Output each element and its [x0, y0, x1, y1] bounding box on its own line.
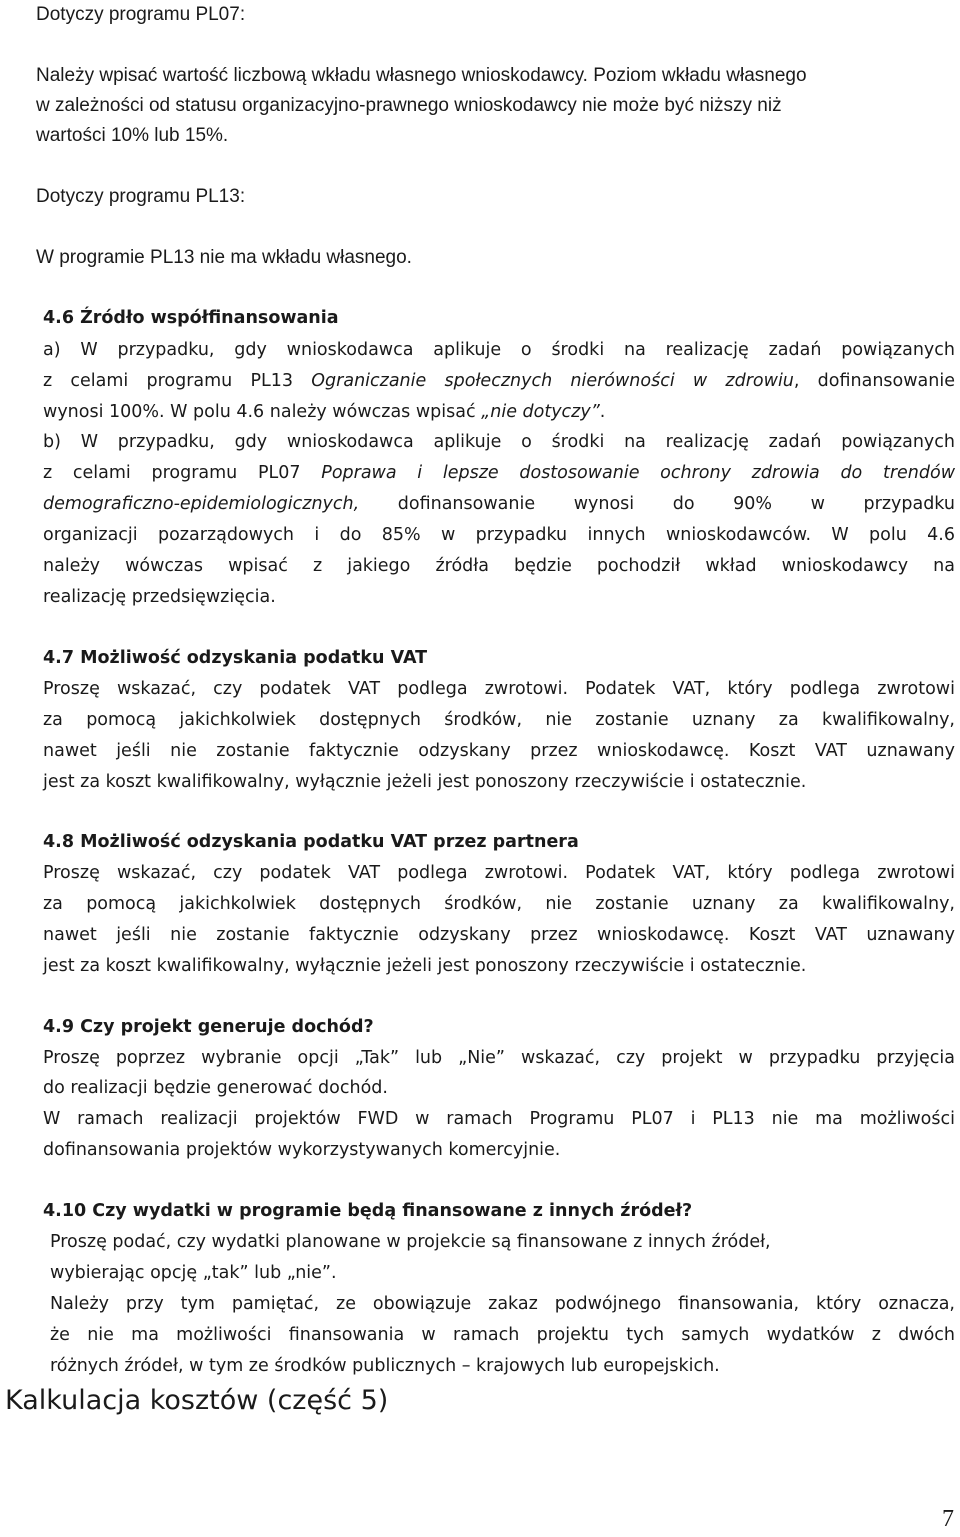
- section-4-8-heading: 4.8 Możliwość odzyskania podatku VAT przez partnera: [43, 832, 579, 852]
- s410-line-4: że nie ma możliwości finansowania w ramach projektu tych samych wydatków z dwóch: [50, 1325, 955, 1345]
- pl07-line-1: Należy wpisać wartość liczbową wkładu własnego wnioskodawcy. Poziom wkładu własnego: [36, 65, 807, 86]
- s410-line-3: Należy przy tym pamiętać, ze obowiązuje zakaz podwójnego finansowania, który oznacza,: [50, 1294, 955, 1314]
- s48-line-3: nawet jeśli nie zostanie faktycznie odzyskany przez wnioskodawcę. Koszt VAT uznawany: [43, 925, 955, 945]
- s46-a-line-1: a) W przypadku, gdy wnioskodawca aplikuje o środki na realizację zadań powiązanych: [43, 340, 955, 360]
- s46-a-line-2: z celami programu PL13 Ograniczanie społecznych nierówności w zdrowiu, dofinansowanie: [43, 371, 956, 391]
- section-4-6-heading: 4.6 Źródło współfinansowania: [43, 308, 339, 328]
- s49-line-4: dofinansowania projektów wykorzystywanych komercyjnie.: [43, 1140, 561, 1160]
- s410-line-2: wybierając opcję „tak” lub „nie”.: [50, 1263, 337, 1283]
- s48-line-2: za pomocą jakichkolwiek dostępnych środków, nie zostanie uznany za kwalifikowalny,: [43, 894, 955, 914]
- s410-line-5: różnych źródeł, w tym ze środków publicznych – krajowych lub europejskich.: [50, 1356, 720, 1376]
- pl13-program-name: Ograniczanie społecznych nierówności w zdrowiu: [311, 371, 794, 391]
- s49-line-3: W ramach realizacji projektów FWD w ramach Programu PL07 i PL13 nie ma możliwości: [43, 1109, 955, 1129]
- s47-line-2: za pomocą jakichkolwiek dostępnych środków, nie zostanie uznany za kwalifikowalny,: [43, 710, 955, 730]
- s410-line-1: Proszę podać, czy wydatki planowane w projekcie są finansowane z innych źródeł,: [50, 1232, 771, 1252]
- pl07-line-2: w zależności od statusu organizacyjno-prawnego wnioskodawcy nie może być niższy niż: [36, 95, 782, 116]
- s47-line-4: jest za koszt kwalifikowalny, wyłącznie jeżeli jest ponoszony rzeczywiście i ostatecznie.: [43, 772, 807, 792]
- nie-dotyczy-value: „nie dotyczy”: [481, 402, 600, 422]
- s47-line-3: nawet jeśli nie zostanie faktycznie odzyskany przez wnioskodawcę. Koszt VAT uznawany: [43, 741, 955, 761]
- s46-b-line-6: realizację przedsięwzięcia.: [43, 587, 276, 607]
- s46-b-line-2: z celami programu PL07 Poprawa i lepsze dostosowanie ochrony zdrowia do trendów: [43, 463, 956, 483]
- s49-line-2: do realizacji będzie generować dochód.: [43, 1078, 388, 1098]
- pl07-program-name: Poprawa i lepsze dostosowanie ochrony zdrowia do trendów: [321, 463, 956, 483]
- s48-line-1: Proszę wskazać, czy podatek VAT podlega zwrotowi. Podatek VAT, który podlega zwrotowi: [43, 863, 955, 883]
- s47-line-1: Proszę wskazać, czy podatek VAT podlega zwrotowi. Podatek VAT, który podlega zwrotowi: [43, 679, 955, 699]
- pl07-line-3: wartości 10% lub 15%.: [36, 125, 229, 146]
- s46-b-line-1: b) W przypadku, gdy wnioskodawca aplikuje o środki na realizację zadań powiązanych: [43, 432, 955, 452]
- s49-line-1: Proszę poprzez wybranie opcji „Tak” lub „Nie” wskazać, czy projekt w przypadku przyjęcia: [43, 1048, 955, 1068]
- pl07-title: Dotyczy programu PL07:: [36, 4, 246, 25]
- s46-b-line-5: należy wówczas wpisać z jakiego źródła będzie pochodził wkład wnioskodawcy na: [43, 556, 955, 576]
- s46-a-line-3: wynosi 100%. W polu 4.6 należy wówczas wpisać „nie dotyczy”.: [43, 402, 606, 422]
- s48-line-4: jest za koszt kwalifikowalny, wyłącznie jeżeli jest ponoszony rzeczywiście i ostatecznie.: [43, 956, 807, 976]
- page-number: 7: [942, 1506, 954, 1532]
- s46-b-line-4: organizacji pozarządowych i do 85% w przypadku innych wnioskodawców. W polu 4.6: [43, 525, 955, 545]
- section-4-9-heading: 4.9 Czy projekt generuje dochód?: [43, 1017, 374, 1037]
- section-4-7-heading: 4.7 Możliwość odzyskania podatku VAT: [43, 648, 428, 668]
- pl13-line-1: W programie PL13 nie ma wkładu własnego.: [36, 247, 412, 268]
- part-5-heading: Kalkulacja kosztów (część 5): [5, 1385, 389, 1416]
- pl13-title: Dotyczy programu PL13:: [36, 186, 246, 207]
- s46-b-line-3: demograficzno-epidemiologicznych, dofinansowanie wynosi do 90% w przypadku: [43, 494, 955, 514]
- pl07-program-name-cont: demograficzno-epidemiologicznych,: [43, 494, 360, 514]
- section-4-10-heading: 4.10 Czy wydatki w programie będą finansowane z innych źródeł?: [43, 1201, 693, 1221]
